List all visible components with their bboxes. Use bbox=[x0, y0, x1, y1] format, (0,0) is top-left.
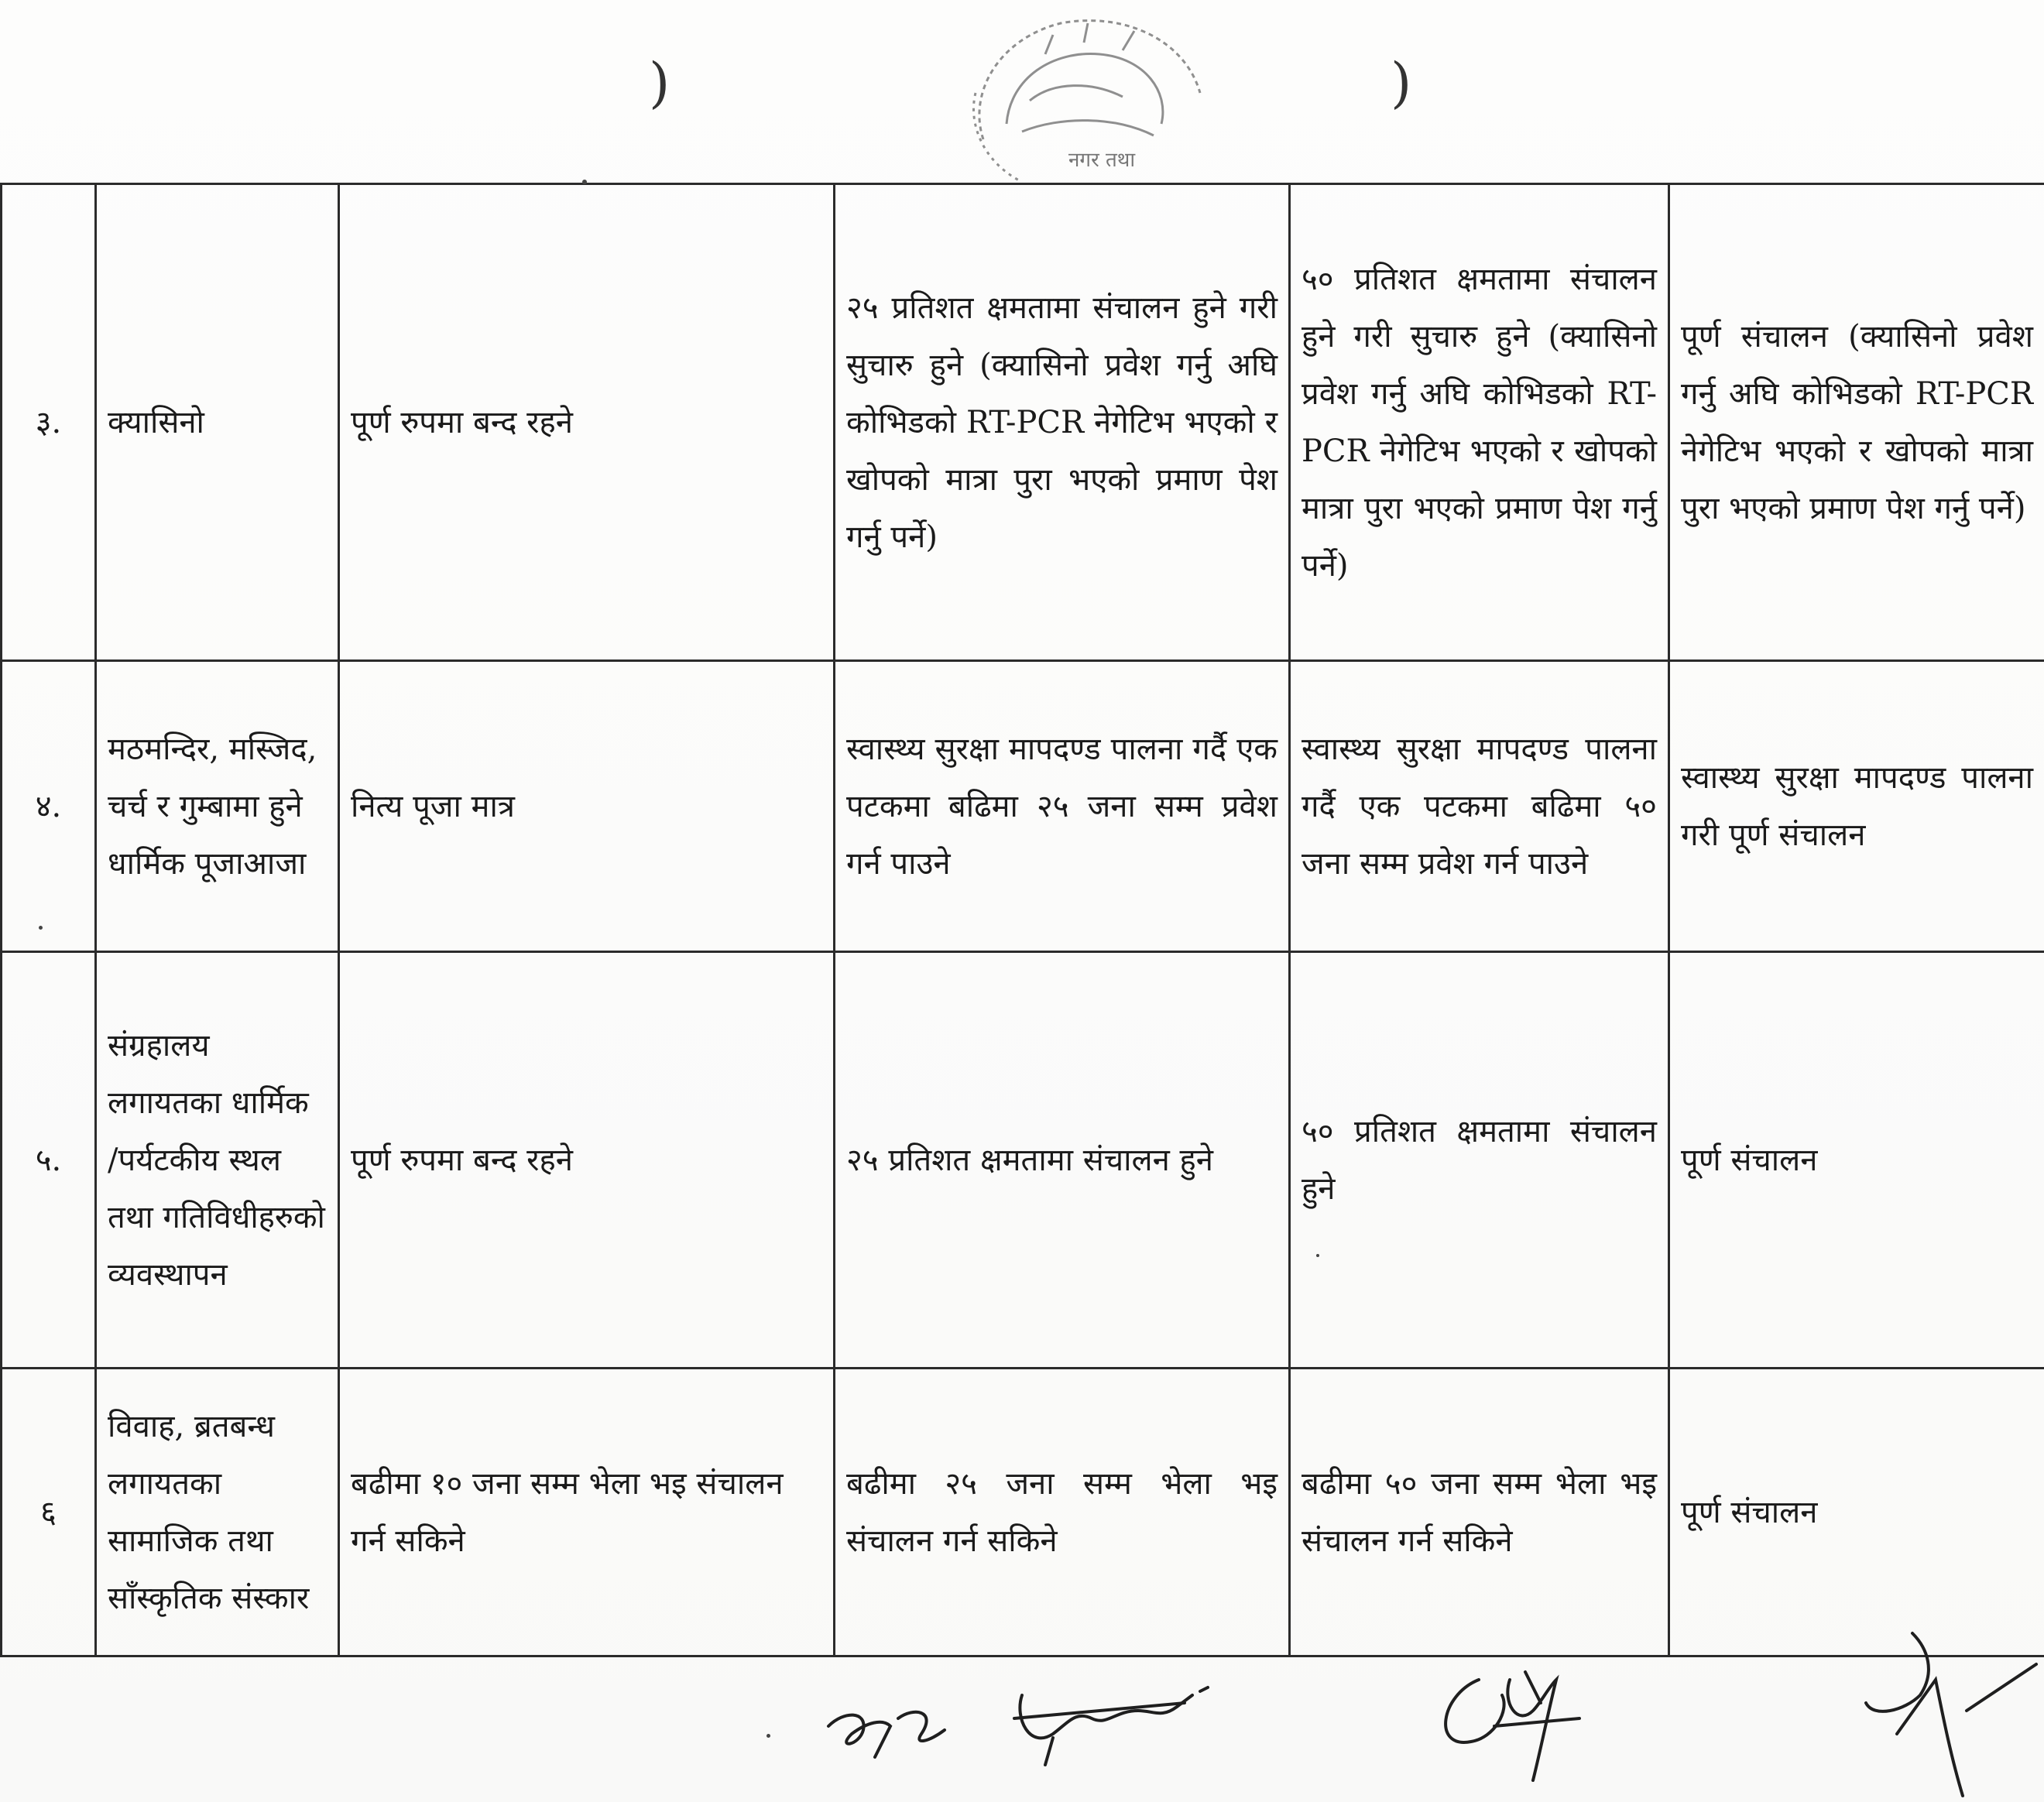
activity-cell: संग्रहालय लगायतका धार्मिक /पर्यटकीय स्थल तथा गतिविधीहरुको व्यवस्थापन bbox=[96, 952, 339, 1369]
scan-speck bbox=[582, 180, 587, 184]
phase1-cell: पूर्ण रुपमा बन्द रहने bbox=[339, 952, 835, 1369]
phase2-cell: २५ प्रतिशत क्षमतामा संचालन हुने गरी सुचारु हुने (क्यासिनो प्रवेश गर्नु अघि कोभिडको RT-PCR नेगेटिभ भएको र खोपको मात्रा पुरा भएको प्रमाण पेश गर्नु पर्ने) bbox=[835, 184, 1290, 661]
phase3-cell: ५० प्रतिशत क्षमतामा संचालन हुने bbox=[1290, 952, 1669, 1369]
phase1-cell: पूर्ण रुपमा बन्द रहने bbox=[339, 184, 835, 661]
restrictions-table bbox=[0, 183, 2044, 1657]
closing-bracket-right: ) bbox=[1391, 51, 1412, 115]
signature-2-icon bbox=[1425, 1649, 1626, 1788]
table-row bbox=[2, 952, 2044, 1369]
closing-bracket-left: ) bbox=[649, 51, 670, 115]
scan-speck bbox=[766, 1734, 770, 1738]
scan-speck bbox=[39, 926, 43, 930]
serial-number: ५. bbox=[2, 952, 96, 1369]
phase1-cell: नित्य पूजा मात्र bbox=[339, 661, 835, 952]
phase4-cell: पूर्ण संचालन (क्यासिनो प्रवेश गर्नु अघि कोभिडको RT-PCR नेगेटिभ भएको र खोपको मात्रा पुरा भएको प्रमाण पेश गर्नु पर्ने) bbox=[1669, 184, 2044, 661]
signature-3-icon bbox=[1843, 1618, 2044, 1802]
phase2-cell: बढीमा २५ जना सम्म भेला भइ संचालन गर्न सकिने bbox=[835, 1369, 1290, 1656]
serial-number: ४. bbox=[2, 661, 96, 952]
table-row bbox=[2, 1369, 2044, 1656]
serial-number: ६ bbox=[2, 1369, 96, 1656]
official-stamp-icon bbox=[937, 8, 1231, 201]
scan-speck bbox=[1316, 1254, 1319, 1257]
signature-1-icon bbox=[821, 1664, 1254, 1773]
table-row bbox=[2, 184, 2044, 661]
phase3-cell: बढीमा ५० जना सम्म भेला भइ संचालन गर्न सकिने bbox=[1290, 1369, 1669, 1656]
serial-number: ३. bbox=[2, 184, 96, 661]
phase3-cell: ५० प्रतिशत क्षमतामा संचालन हुने गरी सुचारु हुने (क्यासिनो प्रवेश गर्नु अघि कोभिडको RT-PCR नेगेटिभ भएको र खोपको मात्रा पुरा भएको प्रमाण पेश गर्नु पर्ने) bbox=[1290, 184, 1669, 661]
activity-cell: मठमन्दिर, मस्जिद, चर्च र गुम्बामा हुने धार्मिक पूजाआजा bbox=[96, 661, 339, 952]
phase4-cell: पूर्ण संचालन bbox=[1669, 952, 2044, 1369]
stamp-lettering: नगर तथा bbox=[1068, 149, 1136, 172]
activity-cell: क्यासिनो bbox=[96, 184, 339, 661]
phase3-cell: स्वास्थ्य सुरक्षा मापदण्ड पालना गर्दै एक पटकमा बढिमा ५० जना सम्म प्रवेश गर्न पाउने bbox=[1290, 661, 1669, 952]
phase2-cell: स्वास्थ्य सुरक्षा मापदण्ड पालना गर्दै एक पटकमा बढिमा २५ जना सम्म प्रवेश गर्न पाउने bbox=[835, 661, 1290, 952]
activity-cell: विवाह, ब्रतबन्ध लगायतका सामाजिक तथा साँस्कृतिक संस्कार bbox=[96, 1369, 339, 1656]
phase2-cell: २५ प्रतिशत क्षमतामा संचालन हुने bbox=[835, 952, 1290, 1369]
table-row bbox=[2, 661, 2044, 952]
phase1-cell: बढीमा १० जना सम्म भेला भइ संचालन गर्न सकिने bbox=[339, 1369, 835, 1656]
phase4-cell: स्वास्थ्य सुरक्षा मापदण्ड पालना गरी पूर्ण संचालन bbox=[1669, 661, 2044, 952]
phase4-cell: पूर्ण संचालन bbox=[1669, 1369, 2044, 1656]
